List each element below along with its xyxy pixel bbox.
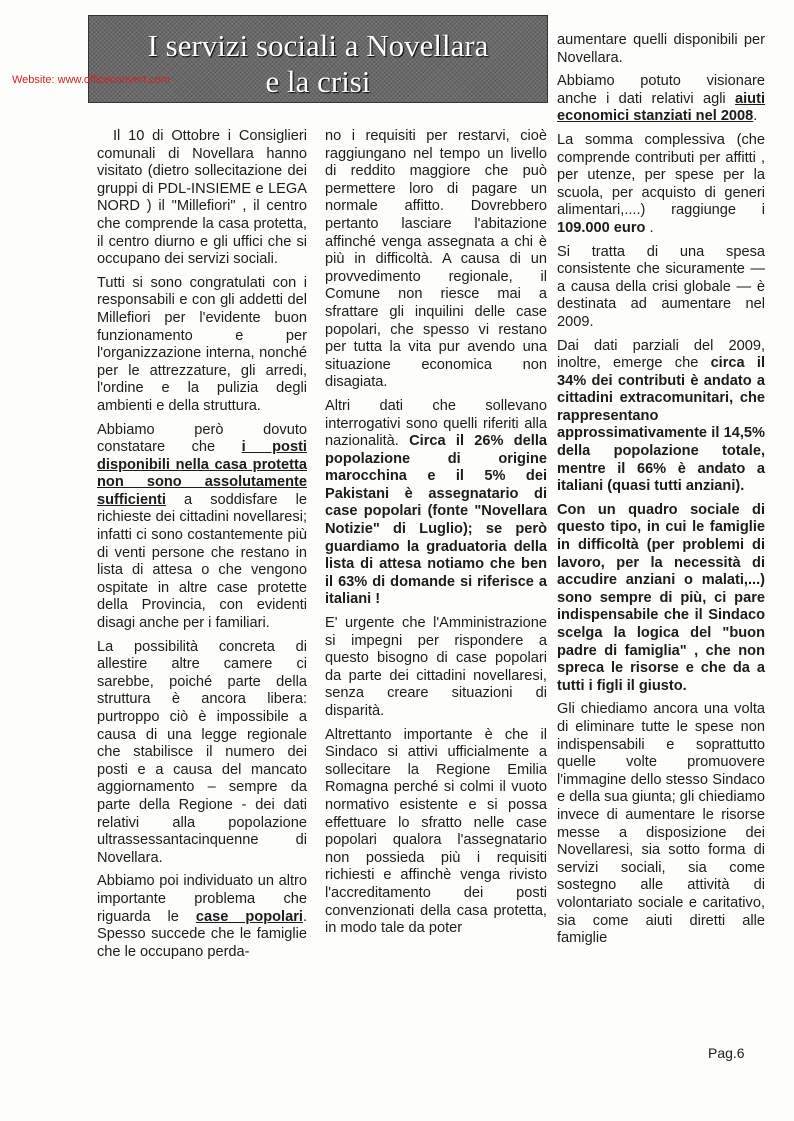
paragraph: La somma complessiva (che comprende contributi per affitti , per utenze, per spese per la scuola, per acquisto di generi alimentari,....) raggiunge i 109.000 euro . [557,131,765,236]
paragraph: E' urgente che l'Amministrazione si impegni per rispondere a questo bisogno di case popolari da parte dei cittadini novellaresi, senza creare situazioni di disparità. [325,615,547,719]
emphasis: 109.000 euro [557,219,646,236]
paragraph: Tutti si sono congratulati con i responsabili e con gli addetti del Millefiori per l'evidente buon funzionamento e per l'organizzazione interna, nonché per le attrezzature, gli arredi, l'ordine e la pulizia degli ambienti e della struttura. [97,274,307,414]
page-number: Pag.6 [708,1045,745,1061]
emphasis: case popolari [195,908,303,925]
emphasis: aiuti economici stanziati nel 2008 [557,90,765,125]
emphasis: Circa il 26% della popolazione di origine marocchina e il 5% dei Pakistani è assegnatario di case popolari (fonte "Novellara Notizie" di Luglio); se però guardiamo la graduatoria della lista di attesa notiamo che ben il 63% di domande si riferisce a italiani ! [325,433,547,608]
column-2 [325,128,547,944]
emphasis: circa il 34% dei contributi è andato a cittadini extracomunitari, che rappresentano approssimativamente il 14,5% della popolazione totale, mentre il 66% è andato a italiani (quasi tutti anziani). [557,355,766,495]
column-1 [97,128,307,967]
paragraph: La possibilità concreta di allestire altre camere ci sarebbe, poiché parte della struttura è ancora libera: purtroppo ciò è impossibile a causa di una legge regionale che stabilisce il numero dei posti e a causa del mancato aggiornamento – sempre da parte della Regione - dei dati relativi alla popolazione ultrassessantacinquenne di Novellara. [97,638,307,866]
paragraph [557,502,765,696]
title-line-1: I servizi sociali a Novellara [147,28,489,63]
paragraph: Abbiamo poi individuato un altro importante problema che riguarda le case popolari. Spesso succede che le famiglie che le occupano perda- [97,873,307,960]
paragraph: Si tratta di una spesa consistente che sicuramente — a causa della crisi globale — è destinata ad aumentare nel 2009. [557,243,765,330]
paragraph: Abbiamo però dovuto constatare che i posti disponibili nella casa protetta non sono assolutamente sufficienti a soddisfare le richieste dei cittadini novellaresi; infatti ci sono costantemente più di venti persone che restano in lista di attesa o che vengono ospitate in altre case protette della Provincia, con evidenti disagi anche per i familiari. [97,421,307,632]
column-3 [557,32,765,954]
emphasis: Con un quadro sociale di questo tipo, in cui le famiglie in difficoltà (per problemi di lavoro, per la necessità di accudire anziani o malati,...) sono sempre di più, ci pare indispensabile che il Sindaco scelga la logica del "buon padre di famiglia" , che non spreca le risorse e che da a tutti i figli il giusto. [557,501,765,694]
paragraph: Altrettanto importante è che il Sindaco si attivi ufficialmente a sollecitare la Regione Emilia Romagna perché si colmi il vuoto normativo esistente e si possa effettuare lo sfratto nelle case popolari qualora l'assegnatario non possieda più i requisiti richiesti e affinchè venga rivisto l'accreditamento dei posti convenzionati della casa protetta, in modo tale da poter [325,726,547,937]
paragraph: Abbiamo potuto visionare anche i dati relativi agli aiuti economici stanziati nel 2008. [557,73,765,125]
paragraph: no i requisiti per restarvi, cioè raggiungano nel tempo un livello di reddito maggiore che può permettere loro di pagare un normale affitto. Dovrebbero pertanto lasciare l'abitazione affinché venga assegnata a chi è più in difficoltà. A causa di un provvedimento regionale, il Comune non riesce mai a sfrattare gli inquilini delle case popolari, che spesso vi restano per tutta la vita pur avendo una situazione economica non disagiata. [325,128,547,391]
article-title [88,15,548,103]
emphasis: i posti disponibili nella casa protetta non sono assolutamente sufficienti [97,439,307,508]
title-line-2: e la crisi [265,64,371,99]
paragraph: aumentare quelli disponibili per Novellara. [557,32,765,66]
paragraph: Altri dati che sollevano interrogativi sono quelli riferiti alla nazionalità. Circa il 26% della popolazione di origine marocchina e il 5% dei Pakistani è assegnatario di case popolari (fonte "Novellara Notizie" di Luglio); se però guardiamo la graduatoria della lista di attesa notiamo che ben il 63% di domande si riferisce a italiani ! [325,397,547,608]
paragraph: Il 10 di Ottobre i Consiglieri comunali di Novellara hanno visitato (dietro sollecitazione dei gruppi di PDL-INSIEME e LEGA NORD ) il "Millefiori" , il centro che comprende la casa protetta, il centro diurno e gli uffici che si occupano dei servizi sociali. [97,128,307,268]
paragraph: Dai dati parziali del 2009, inoltre, emerge che circa il 34% dei contributi è andato a cittadini extracomunitari, che rappresentano approssimativamente il 14,5% della popolazione totale, mentre il 66% è andato a italiani (quasi tutti anziani). [557,337,766,495]
paragraph: Gli chiediamo ancora una volta di eliminare tutte le spese non indispensabili e soprattutto quelle volte promuovere l'immagine dello stesso Sindaco e della sua giunta; gli chiediamo invece di aumentare le risorse messe a disposizione dei Novellaresi, sia sotto forma di servizi sociali, sia come sostegno alle attività di volontariato sociale e caritativo, sia come aiuti diretti alle famiglie [557,701,765,947]
website-watermark: Website: www.officeconvert.com [12,74,170,86]
